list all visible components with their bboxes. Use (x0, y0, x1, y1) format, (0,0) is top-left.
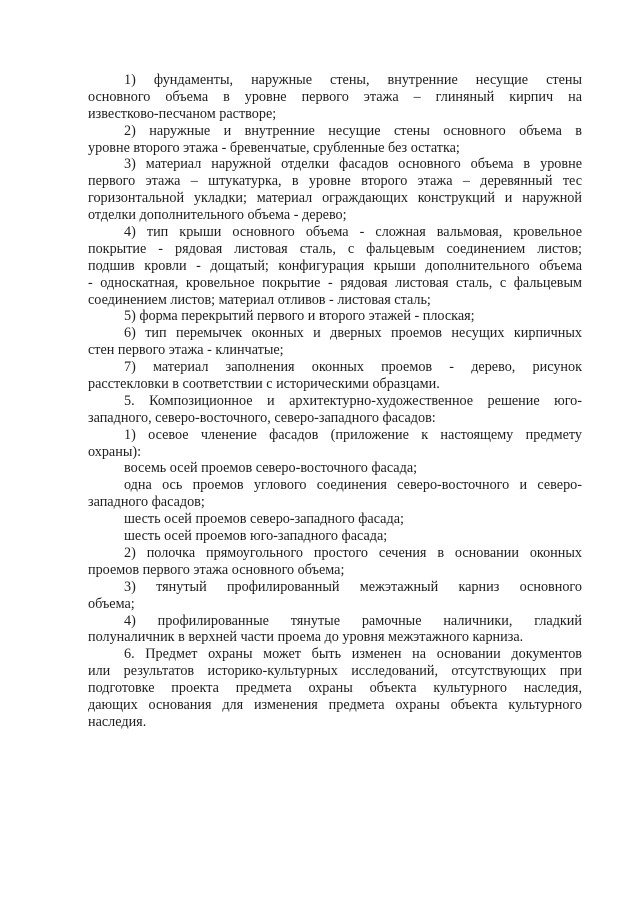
text-line: полуналичник в верхней части проема до уровня межэтажного карниза. (88, 629, 524, 646)
paragraph-s5-axes-corner (88, 477, 582, 511)
text-line: - односкатная, кровельное покрытие - рядовая листовая сталь, с фальцевым (88, 274, 582, 291)
text-line: одна ось проемов углового соединения северо-восточного и северо- (124, 477, 582, 494)
text-line: 7) материал заполнения оконных проемов - дерево, рисунок (124, 359, 582, 376)
text-line: западного, северо-восточного, северо-западного фасадов: (88, 409, 436, 426)
text-line: горизонтальной укладки; материал ограждающих конструкций и наружной (88, 190, 582, 207)
text-line: подготовке проекта предмета охраны объекта культурного наследия, (88, 680, 582, 697)
text-line: 3) тянутый профилированный межэтажный карниз основного (124, 578, 582, 595)
text-line: 5. Композиционное и архитектурно-художественное решение юго- (124, 392, 582, 409)
text-line: дающих основания для изменения предмета охраны объекта культурного (88, 696, 582, 713)
paragraph-item-7 (88, 359, 582, 393)
paragraph-s5-item-4 (88, 613, 582, 647)
paragraph-item-1 (88, 72, 582, 123)
paragraph-item-6 (88, 325, 582, 359)
text-line: 2) наружные и внутренние несущие стены основного объема в (124, 122, 582, 139)
text-line: 2) полочка прямоугольного простого сечения в основании оконных (124, 544, 582, 561)
paragraph-item-5 (88, 308, 582, 325)
text-line: 1) осевое членение фасадов (приложение к настоящему предмету (124, 426, 582, 443)
text-line: соединением листов; материал отливов - листовая сталь; (88, 291, 431, 308)
document-body (88, 72, 582, 731)
text-line: 1) фундаменты, наружные стены, внутренние несущие стены (124, 72, 582, 88)
text-line: проемов первого этажа основного объема; (88, 561, 345, 578)
paragraph-item-4 (88, 224, 582, 308)
paragraph-s5-item-1 (88, 427, 582, 461)
text-line: 4) тип крыши основного объема - сложная вальмовая, кровельное (124, 224, 582, 241)
paragraph-item-2 (88, 123, 582, 157)
paragraph-s5-item-3 (88, 579, 582, 613)
text-line: 6. Предмет охраны может быть изменен на основании документов (124, 646, 582, 663)
text-line: подшив кровли - дощатый; конфигурация крыши дополнительного объема (88, 257, 582, 274)
text-line: наследия. (88, 713, 147, 730)
text-line: известково-песчаном растворе; (88, 105, 277, 122)
paragraph-item-3 (88, 156, 582, 224)
paragraph-s5-axes-sw (88, 528, 582, 545)
text-line: стен первого этажа - клинчатые; (88, 342, 284, 359)
paragraph-s5-axes-ne (88, 460, 582, 477)
text-line: уровне второго этажа - бревенчатые, срубленные без остатка; (88, 139, 460, 156)
text-line: шесть осей проемов северо-западного фасада; (124, 511, 404, 528)
text-line: 5) форма перекрытий первого и второго этажей - плоская; (124, 308, 475, 325)
paragraph-s5-axes-nw (88, 511, 582, 528)
text-line: 4) профилированные тянутые рамочные наличники, гладкий (124, 612, 582, 629)
text-line: покрытие - рядовая листовая сталь, с фальцевым соединением листов; (88, 240, 582, 257)
text-line: или результатов историко-культурных исследований, отсутствующих при (88, 663, 582, 680)
text-line: отделки дополнительного объема - дерево; (88, 207, 347, 224)
paragraph-s5-item-2 (88, 545, 582, 579)
text-line: восемь осей проемов северо-восточного фасада; (124, 460, 418, 477)
paragraph-section-6 (88, 646, 582, 730)
text-line: 6) тип перемычек оконных и дверных проемов несущих кирпичных (124, 325, 582, 342)
text-line: первого этажа – штукатурка, в уровне второго этажа – деревянный тес (88, 173, 582, 190)
text-line: расстекловки в соответствии с историческими образцами. (88, 376, 440, 393)
paragraph-section-5 (88, 393, 582, 427)
text-line: шесть осей проемов юго-западного фасада; (124, 528, 388, 545)
text-line: 3) материал наружной отделки фасадов основного объема в уровне (124, 156, 582, 173)
text-line: охраны): (88, 443, 142, 460)
text-line: западного фасадов; (88, 494, 205, 511)
text-line: объема; (88, 595, 135, 612)
text-line: основного объема в уровне первого этажа – глиняный кирпич на (88, 88, 582, 105)
